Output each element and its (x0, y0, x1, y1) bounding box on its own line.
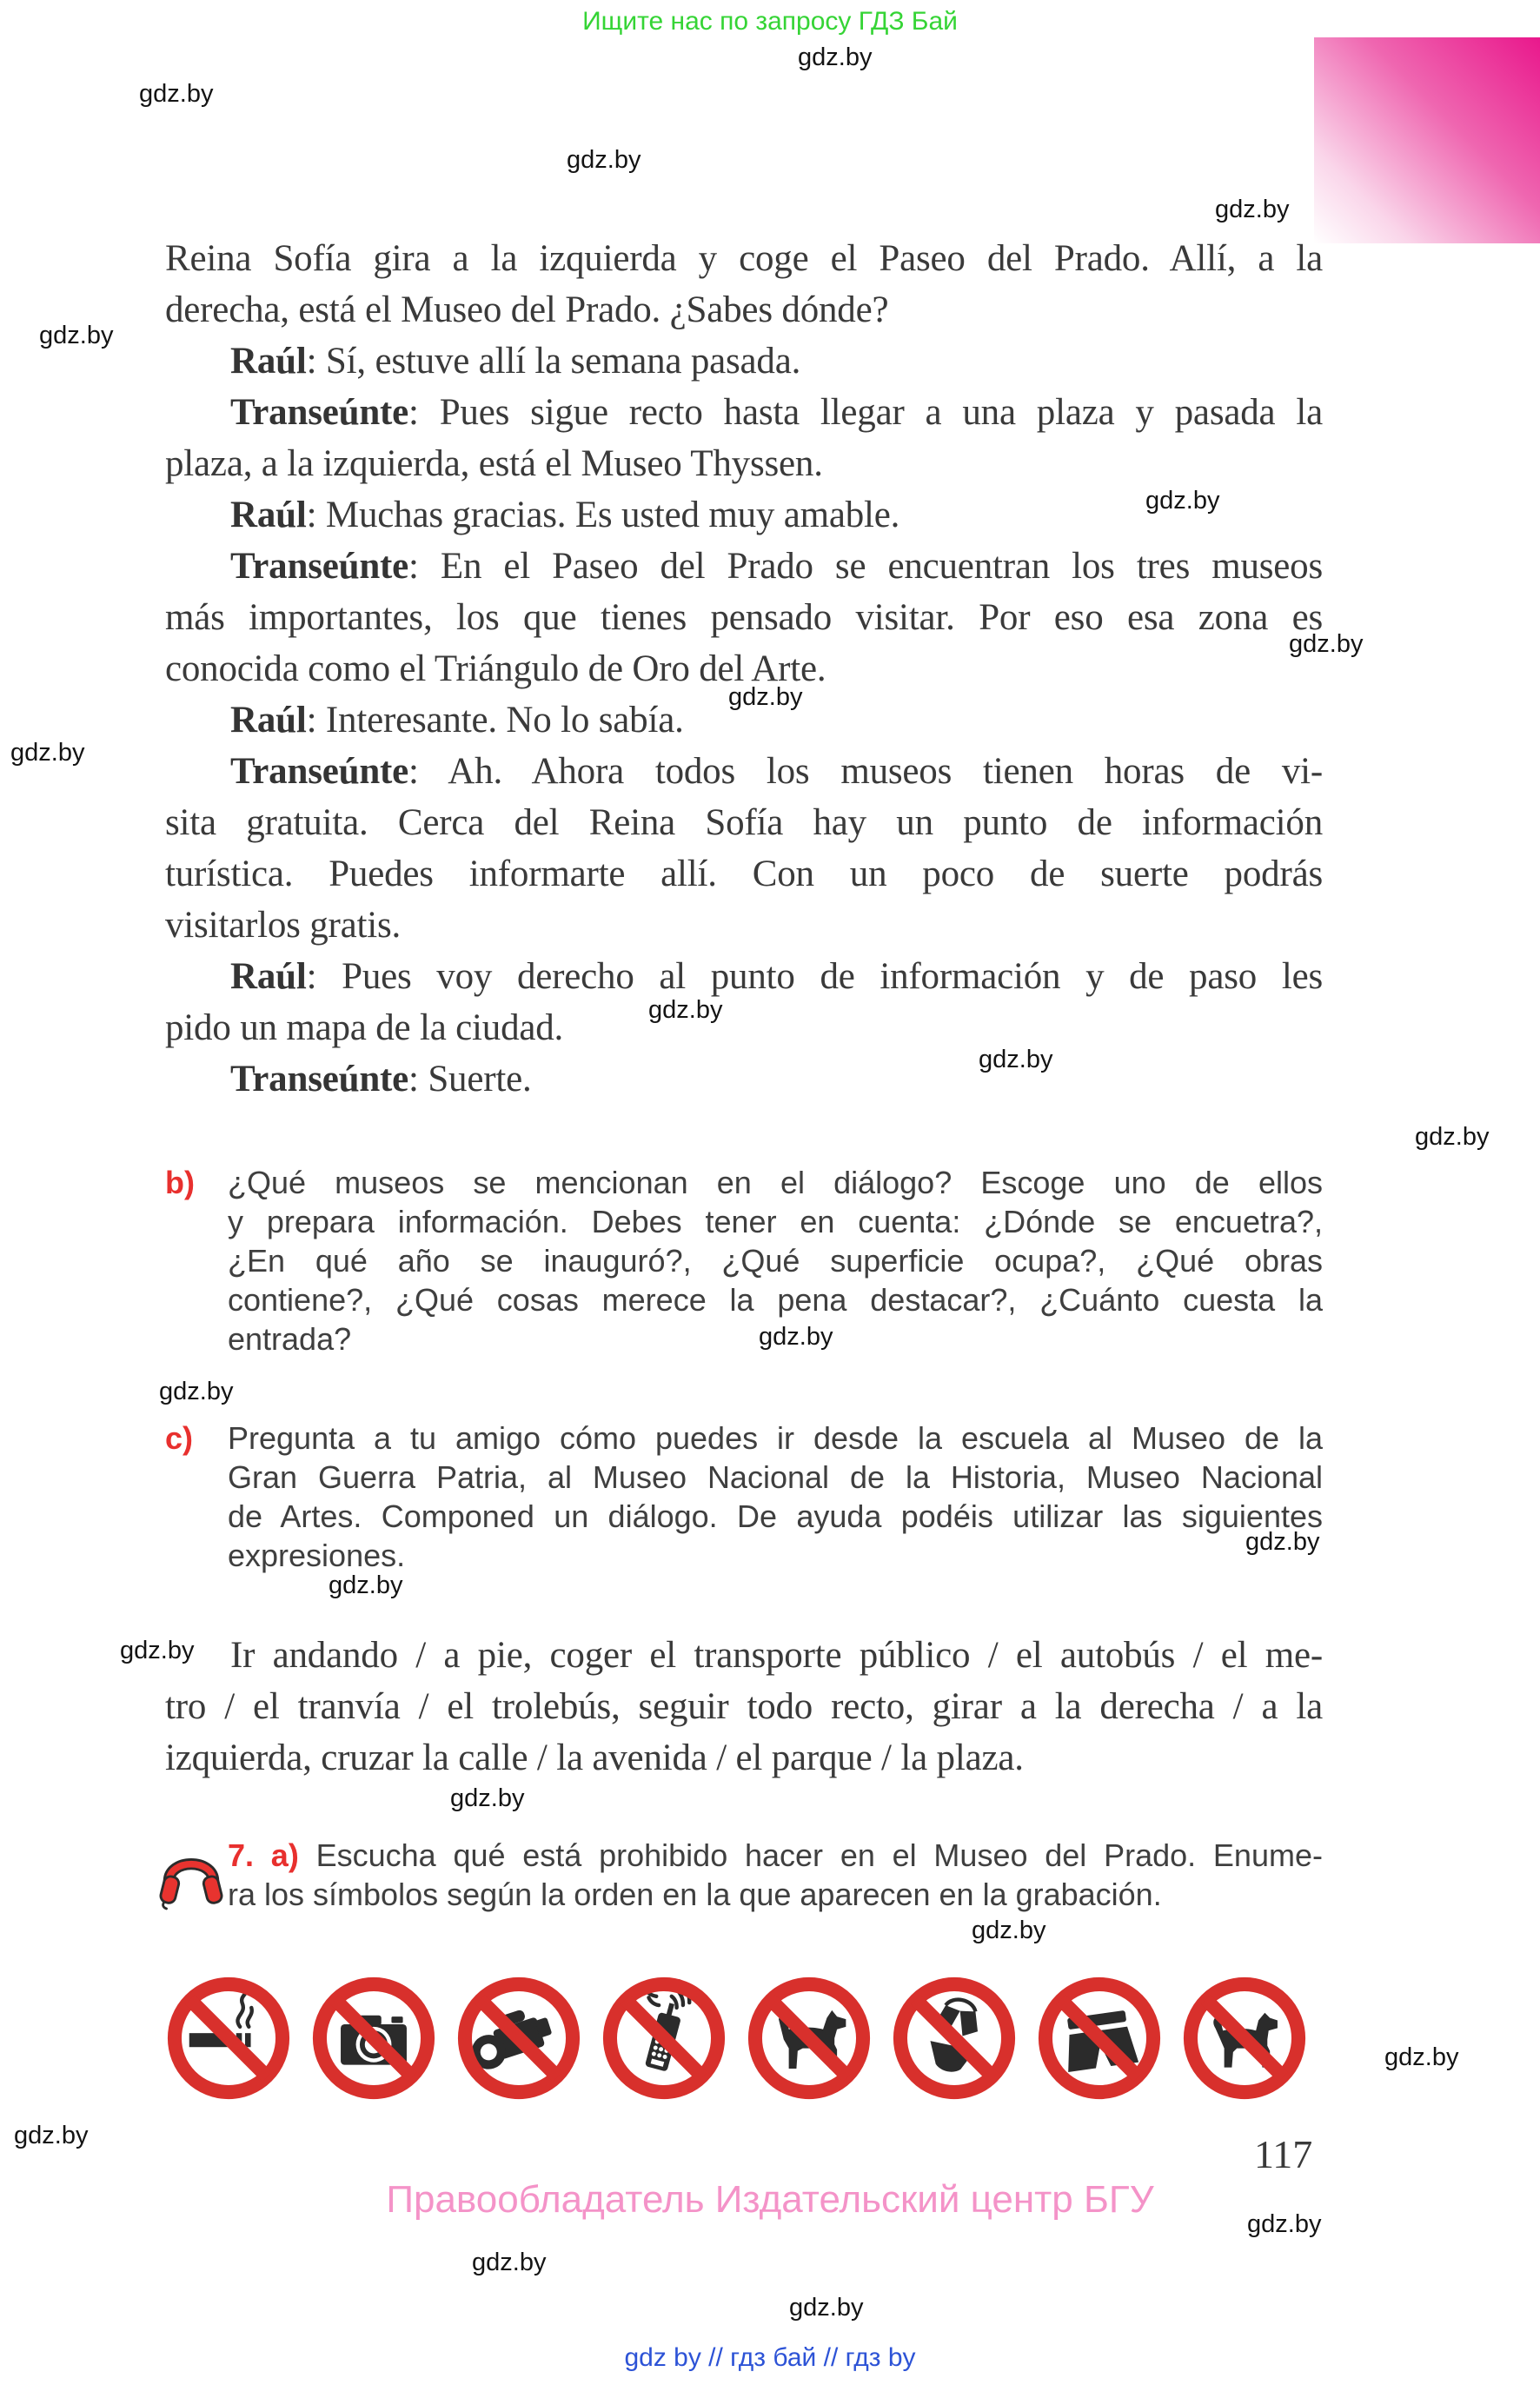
task-c-line: de Artes. Componed un diálogo. De ayuda podéis utilizar las siguientes (228, 1498, 1323, 1534)
footer-links[interactable]: gdz by // гдз бай // гдз by (624, 2343, 916, 2372)
gdz-watermark: gdz.by (789, 2294, 864, 2322)
task-7a-line: 7. a) Escucha qué está prohibido hacer en el Museo del Prado. Enume- (228, 1837, 1323, 1873)
dialogue-line: Transeúnte: Suerte. (230, 1059, 532, 1099)
no-dogs-sign (746, 1975, 873, 2102)
copyright-text: Правообладатель Издательский центр БГУ (386, 2178, 1154, 2221)
dialogue-text-block (165, 233, 1323, 1105)
gdz-watermark: gdz.by (1384, 2043, 1459, 2071)
gdz-watermark: gdz.by (1145, 487, 1220, 515)
dialogue-line: Raúl: Interesante. No lo sabía. (230, 700, 684, 741)
gdz-watermark: gdz.by (1289, 630, 1364, 658)
task-7a-label: 7. a) (228, 1837, 299, 1873)
task-c-lines (228, 1418, 1323, 1575)
gdz-watermark: gdz.by (1245, 1528, 1320, 1556)
gdz-watermark: gdz.by (139, 80, 214, 108)
no-smoking-sign (165, 1975, 292, 2102)
gdz-watermark: gdz.by (567, 146, 641, 174)
task-c-line: expresiones. (228, 1538, 406, 1573)
gdz-watermark: gdz.by (1215, 196, 1290, 223)
gdz-watermark: gdz.by (1415, 1123, 1490, 1151)
expressions-line: tro / el tranvía / el trolebús, seguir todo recto, girar a la derecha / a la (165, 1686, 1323, 1727)
dialogue-line: turística. Puedes informarte allí. Con un poco de suerte podrás (165, 854, 1323, 894)
no-swimwear-sign (891, 1975, 1018, 2102)
gdz-watermark: gdz.by (450, 1784, 525, 1812)
gdz-watermark: gdz.by (10, 739, 85, 767)
gdz-watermark: gdz.by (728, 683, 803, 711)
gdz-watermark: gdz.by (648, 996, 723, 1024)
pink-gradient-decoration (1314, 37, 1540, 243)
task-b-label: b) (165, 1165, 195, 1200)
gdz-watermark: gdz.by (120, 1637, 195, 1664)
dialogue-line: Transeúnte: Pues sigue recto hasta llegar a una plaza y pasada la (230, 392, 1323, 433)
no-shorts-sign (1036, 1975, 1163, 2102)
no-dogs-sign-2 (1181, 1975, 1308, 2102)
gdz-watermark: gdz.by (159, 1378, 234, 1405)
dialogue-line: derecha, está el Museo del Prado. ¿Sabes dónde? (165, 289, 889, 330)
dialogue-line: pido un mapa de la ciudad. (165, 1007, 564, 1048)
gdz-watermark: gdz.by (979, 1046, 1053, 1073)
gdz-watermark: gdz.by (759, 1323, 833, 1351)
task-7a-line: ra los símbolos según la orden en la que aparecen en la grabación. (228, 1877, 1162, 1912)
task-b-block (165, 1163, 1323, 1359)
no-video-camera-sign (455, 1975, 582, 2102)
task-b-line: ¿En qué año se inauguró?, ¿Qué superficie ocupa?, ¿Qué obras (228, 1243, 1323, 1279)
promo-banner-text: Ищите нас по запросу ГДЗ Бай (582, 7, 958, 36)
gdz-watermark: gdz.by (329, 1571, 403, 1599)
gdz-watermark: gdz.by (1247, 2210, 1322, 2238)
no-mobile-phone-sign (601, 1975, 727, 2102)
dialogue-line: Transeúnte: Ah. Ahora todos los museos tienen horas de vi- (230, 751, 1323, 792)
headphones-icon (158, 1837, 224, 1912)
page-number: 117 (1254, 2132, 1313, 2176)
task-b-line: contiene?, ¿Qué cosas merece la pena destacar?, ¿Cuánto cuesta la (228, 1282, 1323, 1318)
task-7a-block (165, 1836, 1323, 1914)
dialogue-line: plaza, a la izquierda, está el Museo Thyssen. (165, 443, 823, 484)
dialogue-line: Reina Sofía gira a la izquierda y coge el Paseo del Prado. Allí, a la (165, 238, 1323, 279)
gdz-watermark: gdz.by (798, 43, 873, 71)
gdz-watermark: gdz.by (472, 2249, 547, 2276)
dialogue-line: Raúl: Pues voy derecho al punto de información y de paso les (230, 956, 1323, 997)
gdz-watermark: gdz.by (39, 322, 114, 349)
dialogue-line: más importantes, los que tienes pensado visitar. Por eso esa zona es (165, 597, 1323, 638)
no-photography-sign (310, 1975, 437, 2102)
task-c-label: c) (165, 1420, 194, 1456)
dialogue-line: Raúl: Muchas gracias. Es usted muy amable. (230, 495, 900, 535)
dialogue-line: Raúl: Sí, estuve allí la semana pasada. (230, 341, 801, 382)
gdz-watermark: gdz.by (972, 1917, 1046, 1944)
task-b-line: y prepara información. Debes tener en cuenta: ¿Dónde se encuetra?, (228, 1204, 1323, 1239)
dialogue-line: conocida como el Triángulo de Oro del Arte. (165, 648, 826, 689)
dialogue-line: visitarlos gratis. (165, 905, 402, 946)
dialogue-line: Transeúnte: En el Paseo del Prado se encuentran los tres museos (230, 546, 1323, 587)
dialogue-line: sita gratuita. Cerca del Reina Sofía hay un punto de información (165, 802, 1323, 843)
task-b-lines (228, 1163, 1323, 1359)
task-b-line: entrada? (228, 1321, 352, 1357)
task-c-line: Pregunta a tu amigo cómo puedes ir desde la escuela al Museo de la (228, 1420, 1323, 1456)
gdz-watermark: gdz.by (14, 2122, 89, 2149)
expressions-line: Ir andando / a pie, coger el transporte público / el autobús / el me- (230, 1635, 1323, 1676)
expressions-text-block (165, 1630, 1323, 1784)
task-c-block (165, 1418, 1323, 1575)
expressions-line: izquierda, cruzar la calle / la avenida / el parque / la plaza. (165, 1737, 1024, 1778)
task-c-line: Gran Guerra Patria, al Museo Nacional de la Historia, Museo Nacional (228, 1459, 1323, 1495)
task-7a-lines (228, 1836, 1323, 1914)
task-b-line: ¿Qué museos se mencionan en el diálogo? Escoge uno de ellos (228, 1165, 1323, 1200)
